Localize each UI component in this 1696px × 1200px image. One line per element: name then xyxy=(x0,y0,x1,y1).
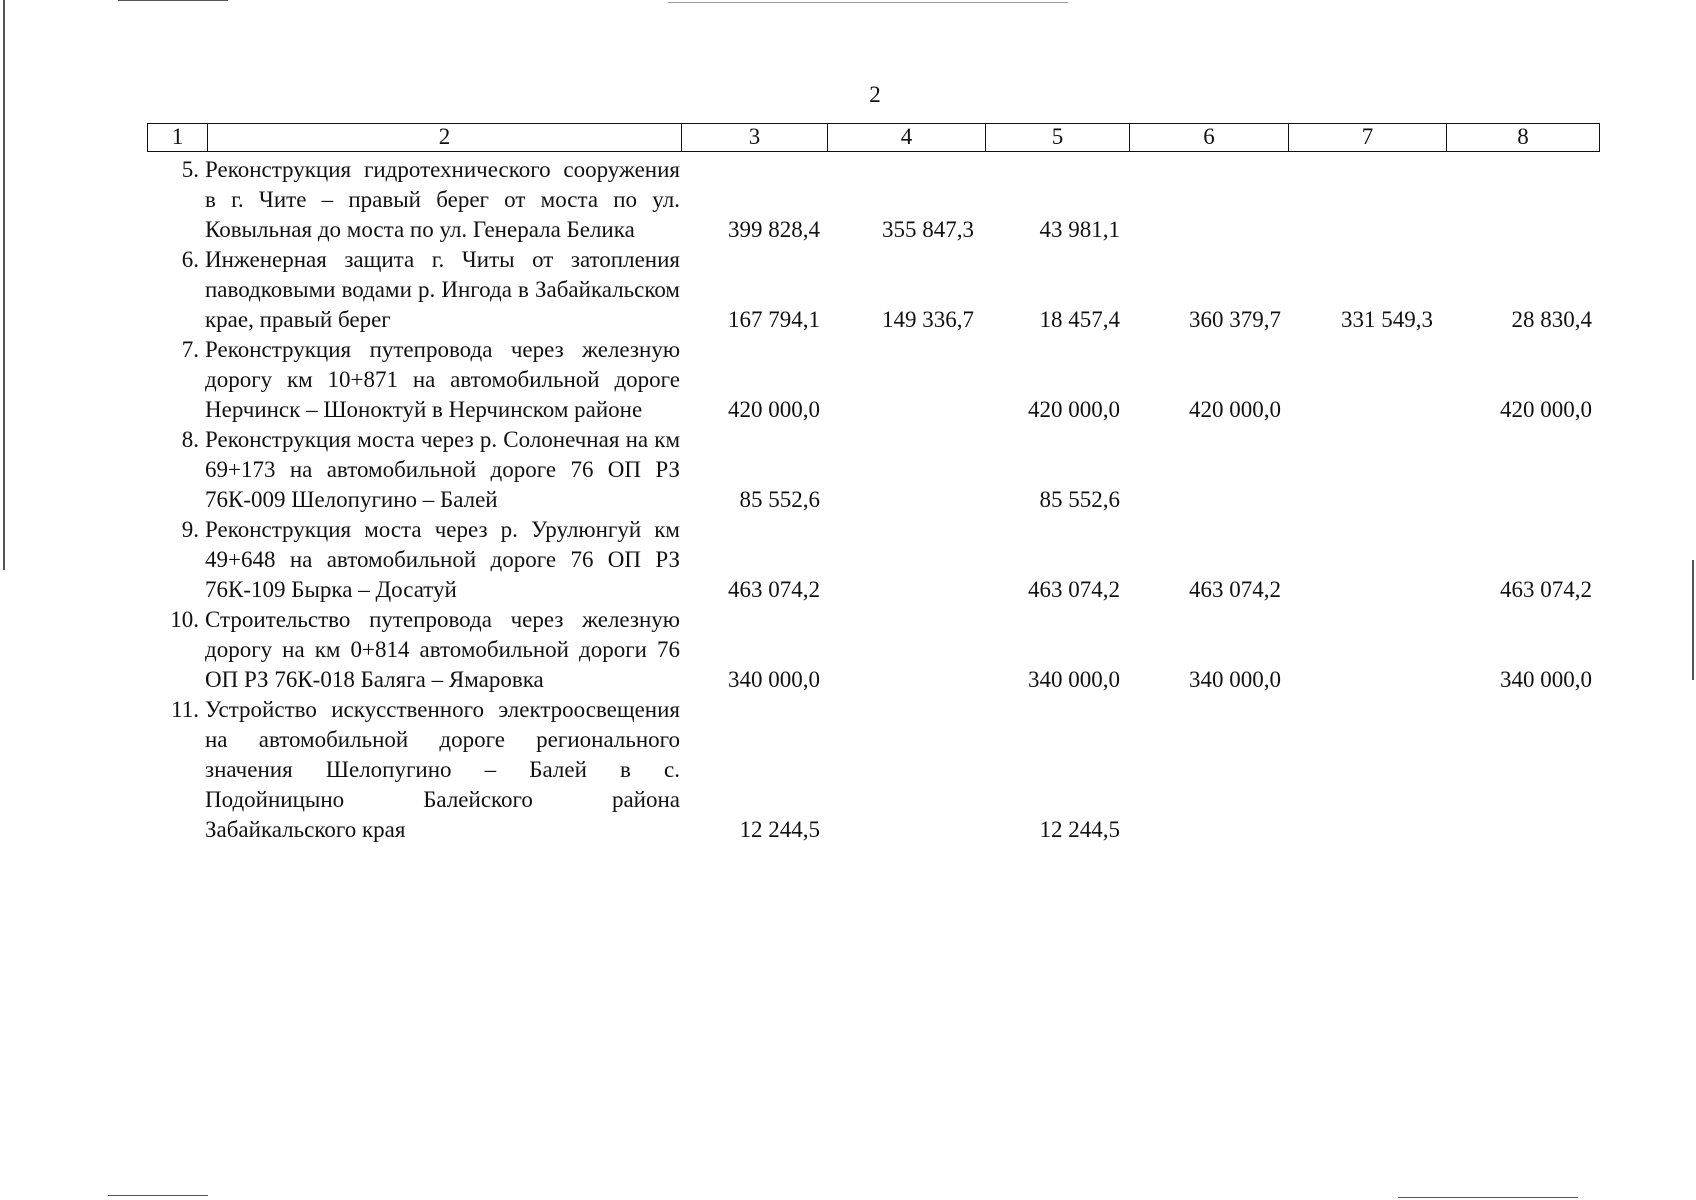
column-header-3: 3 xyxy=(681,124,827,151)
row-description: Инженерная защита г. Читы от затопления паводковыми водами р. Ингода в Забайкальском крае, правый берег xyxy=(205,247,680,332)
cell-col-5: 18 457,4 xyxy=(1039,307,1120,332)
cell-col-3: 399 828,4 xyxy=(728,217,820,242)
table-row xyxy=(147,245,1597,335)
row-description: Реконструкция моста через р. Урулюнгуй км 49+648 на автомобильной дороге 76 ОП РЗ 76К-109 Бырка – Досатуй xyxy=(205,517,680,602)
table-row xyxy=(147,335,1597,425)
cell-col-3: 463 074,2 xyxy=(728,577,820,602)
column-header-7: 7 xyxy=(1288,124,1446,151)
column-header-6: 6 xyxy=(1129,124,1288,151)
row-description: Реконструкция путепровода через железную дорогу км 10+871 на автомобильной дороге Нерчинск – Шоноктуй в Нерчинском районе xyxy=(205,337,680,422)
cell-col-3: 420 000,0 xyxy=(728,397,820,422)
cell-col-6: 420 000,0 xyxy=(1189,397,1281,422)
row-number: 10. xyxy=(170,607,199,632)
cell-col-6: 463 074,2 xyxy=(1189,577,1281,602)
cell-col-6: 340 000,0 xyxy=(1189,667,1281,692)
cell-col-3: 340 000,0 xyxy=(728,667,820,692)
scan-mark-bottom-left xyxy=(108,1195,208,1196)
scan-edge-left xyxy=(3,0,5,570)
cell-col-8: 28 830,4 xyxy=(1511,307,1592,332)
cell-col-3: 167 794,1 xyxy=(728,307,820,332)
table-row xyxy=(147,605,1597,695)
scan-mark-top-left xyxy=(118,0,228,1)
table-row xyxy=(147,515,1597,605)
column-header-4: 4 xyxy=(827,124,985,151)
cell-col-3: 12 244,5 xyxy=(739,817,820,842)
cell-col-8: 463 074,2 xyxy=(1500,577,1592,602)
row-number: 6. xyxy=(181,247,199,272)
column-header-5: 5 xyxy=(985,124,1129,151)
row-description: Строительство путепровода через железную дорогу на км 0+814 автомобильной дороги 76 ОП РЗ 76К-018 Баляга – Ямаровка xyxy=(205,607,680,692)
page-number: 2 xyxy=(869,82,881,107)
cell-col-4: 355 847,3 xyxy=(882,217,974,242)
cell-col-5: 463 074,2 xyxy=(1028,577,1120,602)
row-number: 8. xyxy=(181,427,199,452)
row-description: Реконструкция моста через р. Солонечная на км 69+173 на автомобильной дороге 76 ОП РЗ 76К-009 Шелопугино – Балей xyxy=(205,427,680,512)
table-row xyxy=(147,425,1597,515)
cell-col-5: 85 552,6 xyxy=(1039,487,1120,512)
column-header-1: 1 xyxy=(171,124,184,149)
cell-col-5: 420 000,0 xyxy=(1028,397,1120,422)
table-header xyxy=(147,123,1600,152)
row-description: Реконструкция гидротехнического сооружения в г. Чите – правый берег от моста по ул. Ковыльная до моста по ул. Генерала Белика xyxy=(205,157,680,242)
scan-edge-right xyxy=(1692,560,1694,680)
cell-col-8: 420 000,0 xyxy=(1500,397,1592,422)
row-number: 7. xyxy=(181,337,199,362)
table-row xyxy=(147,155,1597,245)
row-number: 9. xyxy=(181,517,199,542)
cell-col-4: 149 336,7 xyxy=(882,307,974,332)
cell-col-7: 331 549,3 xyxy=(1341,307,1433,332)
cell-col-5: 43 981,1 xyxy=(1039,217,1120,242)
cell-col-5: 340 000,0 xyxy=(1028,667,1120,692)
scan-mark-bottom-right xyxy=(1398,1197,1578,1198)
cell-col-3: 85 552,6 xyxy=(739,487,820,512)
column-header-8: 8 xyxy=(1446,124,1599,151)
column-header-2: 2 xyxy=(207,124,681,151)
table-body xyxy=(147,155,1597,845)
cell-col-8: 340 000,0 xyxy=(1500,667,1592,692)
row-number: 11. xyxy=(171,697,199,722)
scan-mark-top-center xyxy=(668,2,1068,3)
row-number: 5. xyxy=(181,157,199,182)
cell-col-5: 12 244,5 xyxy=(1039,817,1120,842)
table-row xyxy=(147,695,1597,845)
row-description: Устройство искусственного электроосвещения на автомобильной дороге регионального значения Шелопугино – Балей в с. Подойницыно Балейского района Забайкальского края xyxy=(205,697,680,842)
cell-col-6: 360 379,7 xyxy=(1189,307,1281,332)
